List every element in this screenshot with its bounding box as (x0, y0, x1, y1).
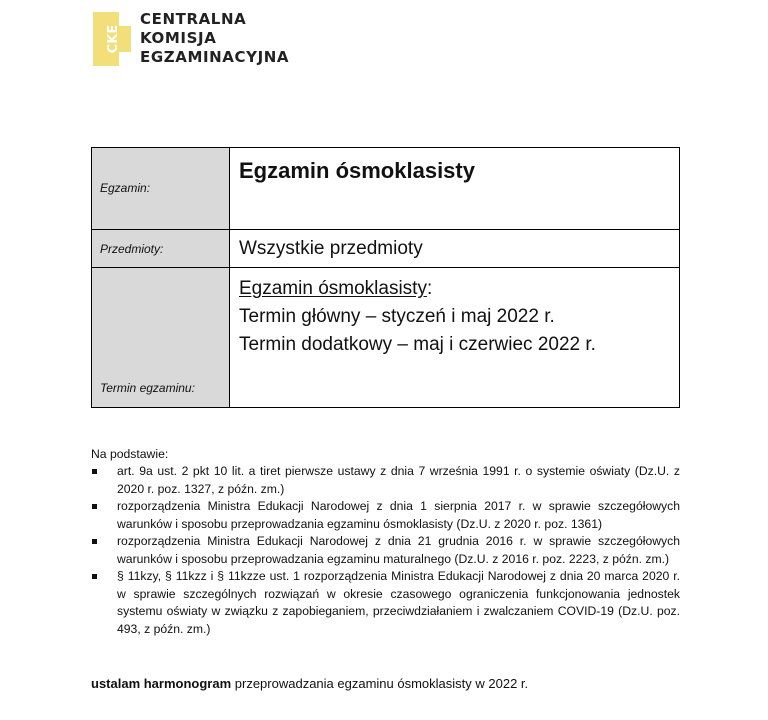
legal-basis (91, 446, 680, 638)
list-item (91, 463, 680, 498)
list-item (91, 533, 680, 568)
decree-rest: przeprowadzania egzaminu ósmoklasisty w 2022 r. (231, 676, 529, 691)
cke-logo-mark (93, 12, 131, 66)
decree-statement (91, 676, 528, 691)
exam-value-cell (230, 148, 680, 230)
logo-mark-text: CKE (105, 24, 121, 53)
logo-line-2: KOMISJA (140, 29, 217, 47)
subjects-value: Wszystkie przedmioty (239, 238, 423, 259)
legal-basis-list (91, 463, 680, 638)
date-heading-colon: : (426, 278, 433, 299)
exam-label-cell (92, 148, 230, 230)
exam-row (92, 148, 680, 230)
exam-date-lines (239, 275, 678, 359)
logo-line-1: CENTRALNA (140, 10, 247, 28)
subjects-value-cell (230, 230, 680, 268)
list-item (91, 568, 680, 638)
exam-info-table (91, 147, 680, 408)
subjects-row (92, 230, 680, 268)
bullet-icon (92, 539, 97, 544)
list-item-text: rozporządzenia Ministra Edukacji Narodowej z dnia 21 grudnia 2016 r. w sprawie szczegółowych warunków i sposobu przeprowadzania egzaminu maturalnego (Dz.U. z 2016 r. poz. 2223, z późn. zm.) (117, 534, 680, 566)
bullet-icon (92, 504, 97, 509)
exam-label: Egzamin: (100, 181, 151, 195)
logo-text (140, 10, 289, 67)
bullet-icon (92, 574, 97, 579)
subjects-label-cell (92, 230, 230, 268)
date-label: Termin egzaminu: (100, 381, 195, 395)
cke-logo (93, 10, 289, 67)
list-item (91, 498, 680, 533)
decree-bold: ustalam harmonogram (91, 676, 232, 691)
list-item-text: rozporządzenia Ministra Edukacji Narodowej z dnia 1 sierpnia 2017 r. w sprawie szczegółowych warunków i sposobu przeprowadzania egzaminu ósmoklasisty (Dz.U. z 2020 r. poz. 1361) (117, 499, 680, 531)
legal-basis-heading: Na podstawie: (91, 447, 169, 461)
date-label-cell (92, 268, 230, 408)
date-value-cell (230, 268, 680, 408)
subjects-label: Przedmioty: (100, 242, 164, 256)
exam-date-row (92, 268, 680, 408)
bullet-icon (92, 469, 97, 474)
exam-title: Egzamin ósmoklasisty (239, 158, 475, 183)
date-heading: Egzamin ósmoklasisty (239, 278, 427, 299)
main-term: Termin główny – styczeń i maj 2022 r. (239, 306, 555, 327)
additional-term: Termin dodatkowy – maj i czerwiec 2022 r. (239, 334, 596, 355)
list-item-text: art. 9a ust. 2 pkt 10 lit. a tiret pierwsze ustawy z dnia 7 września 1991 r. o systemie oświaty (Dz.U. z 2020 r. poz. 1327, z późn. zm.) (117, 464, 680, 496)
list-item-text: § 11kzy, § 11kzz i § 11kzze ust. 1 rozporządzenia Ministra Edukacji Narodowej z dnia 20 marca 2020 r. w sprawie szczególnych rozwiązań w okresie czasowego ograniczenia funkcjonowania jednostek systemu oświaty w związku z zapobieganiem, przeciwdziałaniem i zwalczaniem COVID-19 (Dz.U. poz. 493, z późn. zm.) (117, 569, 680, 636)
logo-line-3: EGZAMINACYJNA (140, 48, 290, 66)
